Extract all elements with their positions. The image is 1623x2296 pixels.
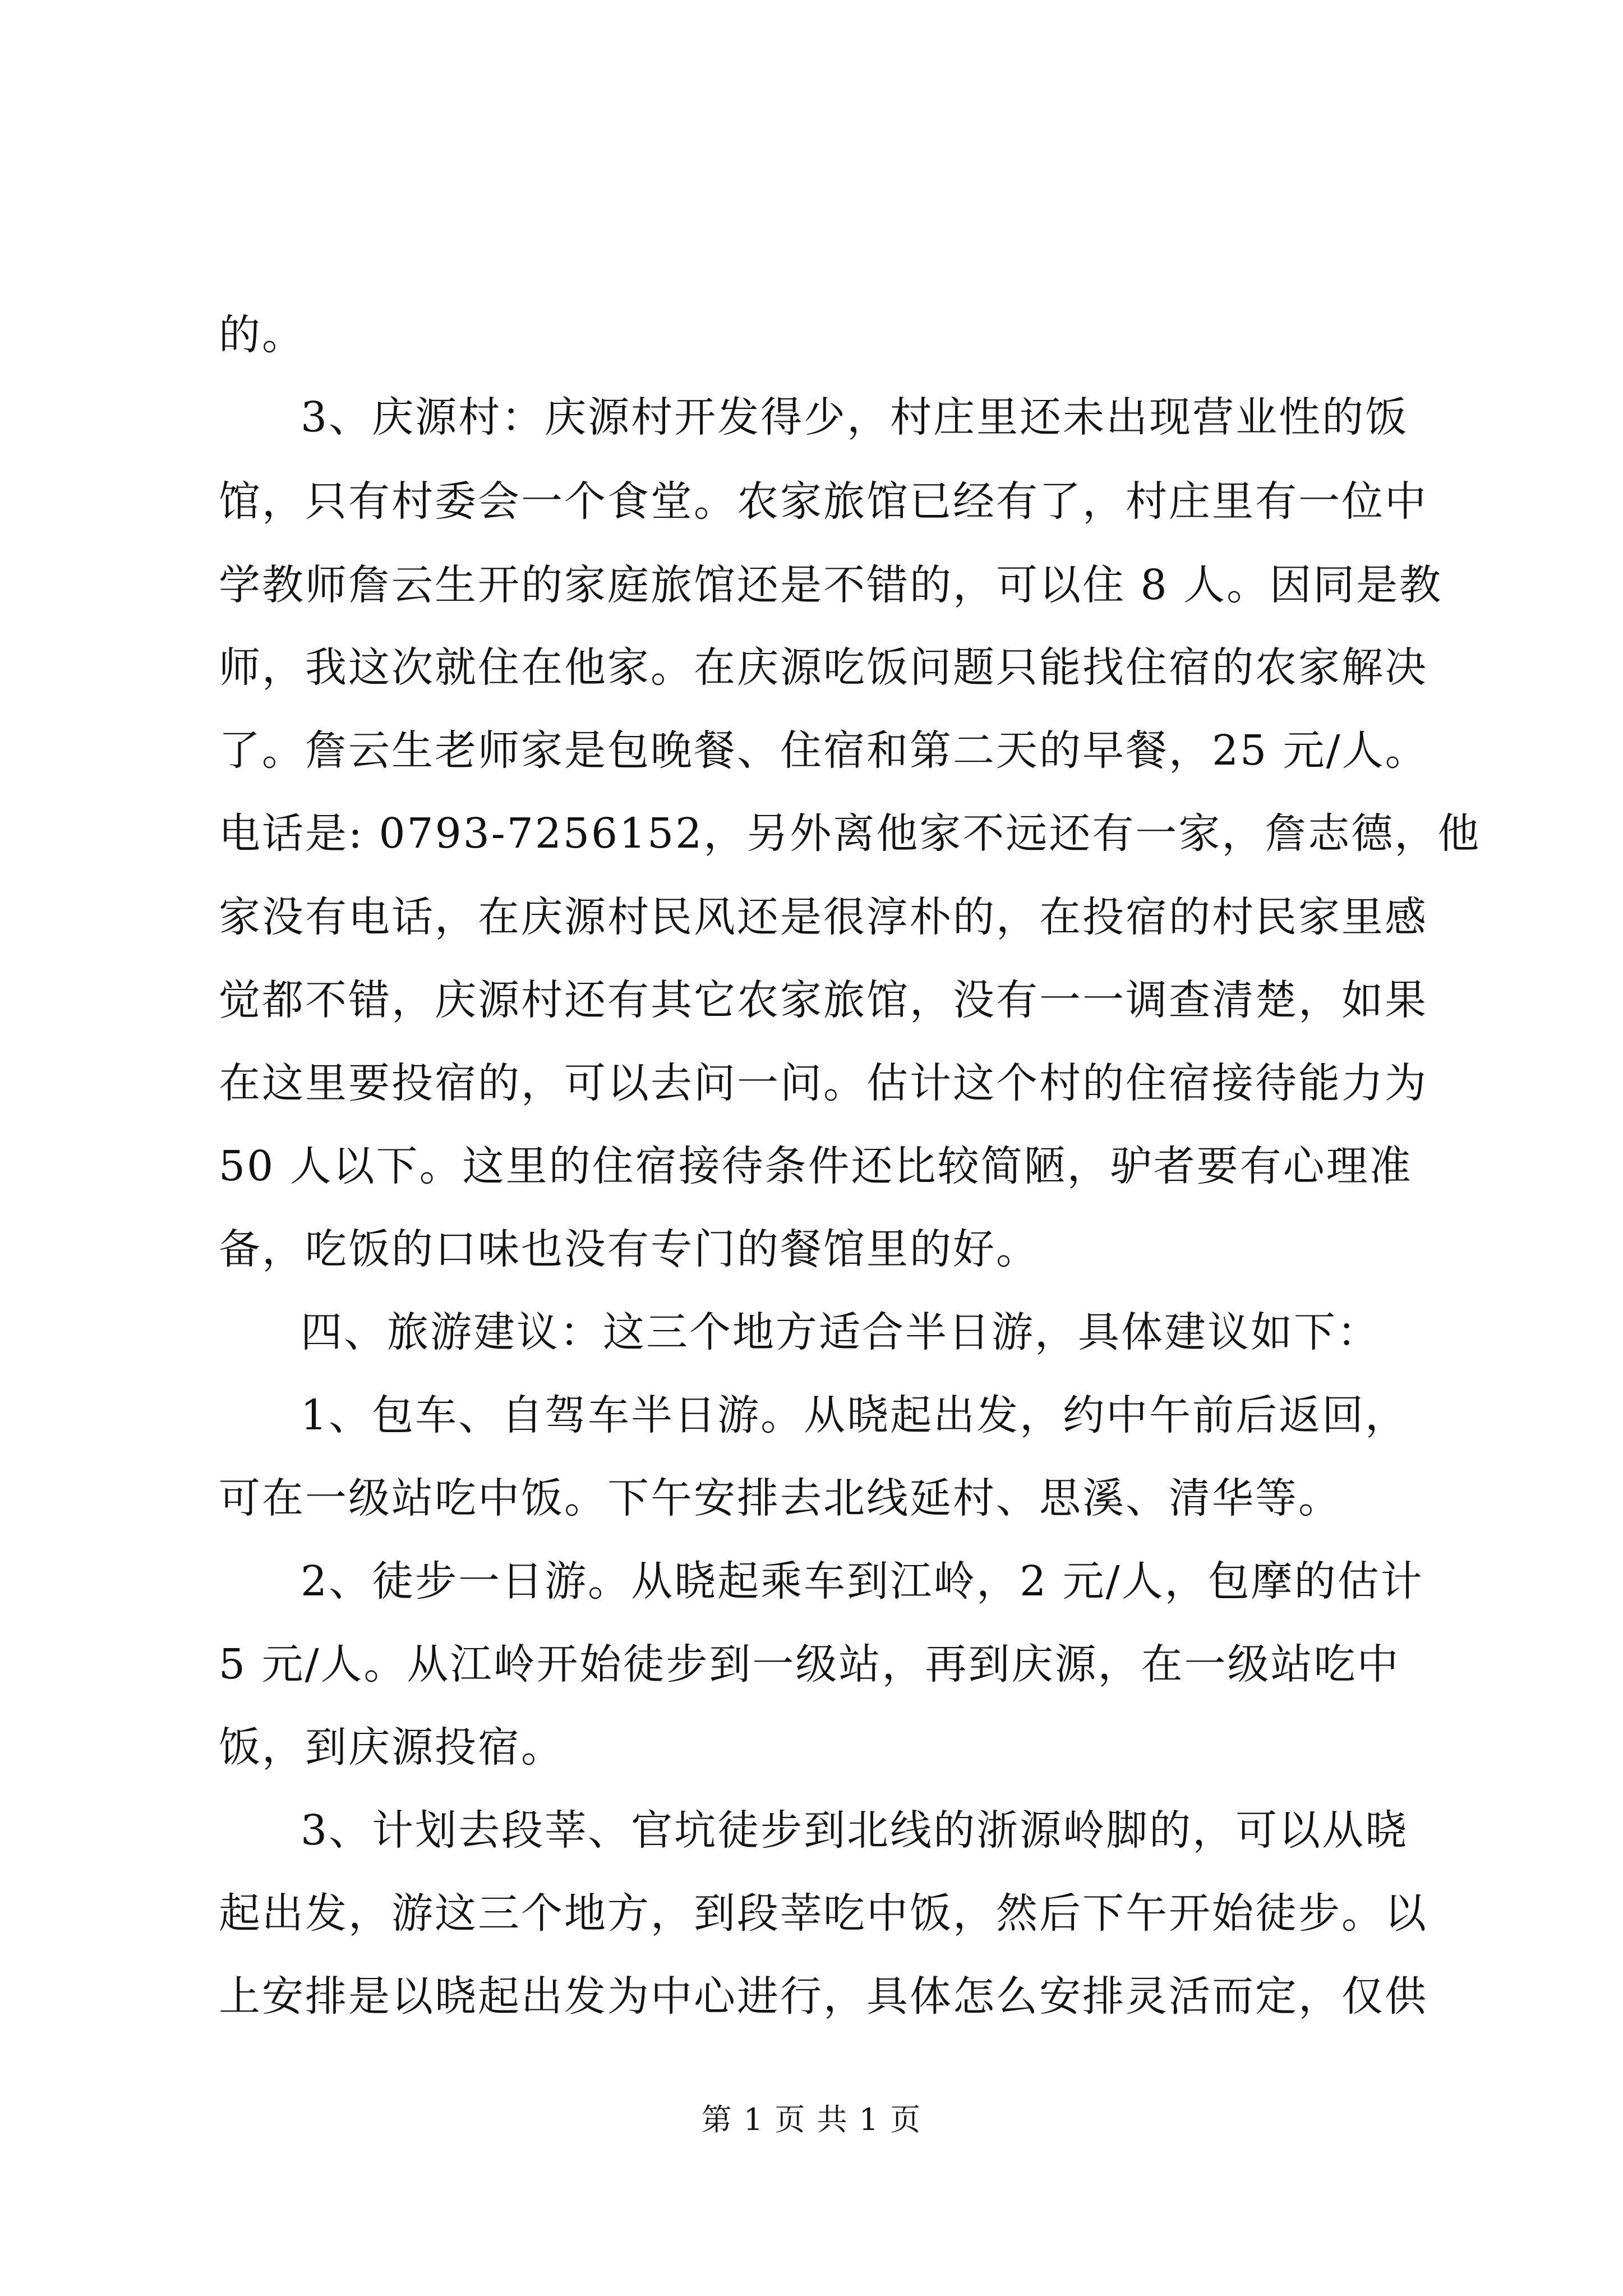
section-heading-line: 四、旅游建议：这三个地方适合半日游，具体建议如下：: [301, 1308, 1380, 1356]
text-line: 学教师詹云生开的家庭旅馆还是不错的，可以住 8 人。因同是教: [219, 561, 1443, 609]
text-line: 在这里要投宿的，可以去问一问。估计这个村的住宿接待能力为: [219, 1059, 1428, 1107]
text-line: 饭，到庆源投宿。: [219, 1723, 564, 1772]
text-line: 馆，只有村委会一个食堂。农家旅馆已经有了，村庄里有一位中: [219, 477, 1428, 526]
text-line: 师，我这次就住在他家。在庆源吃饭问题只能找住宿的农家解决: [219, 643, 1428, 692]
text-line: 的。: [219, 311, 305, 359]
text-line: 5 元/人。从江岭开始徒步到一级站，再到庆源，在一级站吃中: [219, 1640, 1400, 1688]
text-line: 上安排是以晓起出发为中心进行，具体怎么安排灵活而定，仅供: [219, 1972, 1428, 2021]
paragraph-start-line: 3、庆源村：庆源村开发得少，村庄里还未出现营业性的饭: [301, 393, 1409, 441]
paragraph-start-line: 3、计划去段莘、官坑徒步到北线的浙源岭脚的，可以从晓: [301, 1806, 1409, 1855]
paragraph-start-line: 2、徒步一日游。从晓起乘车到江岭，2 元/人，包摩的估计: [301, 1557, 1424, 1605]
text-line: 备，吃饭的口味也没有专门的餐馆里的好。: [219, 1225, 1039, 1273]
text-line: 起出发，游这三个地方，到段莘吃中饭，然后下午开始徒步。以: [219, 1889, 1428, 1938]
text-line: 50 人以下。这里的住宿接待条件还比较简陋，驴者要有心理准: [219, 1142, 1413, 1190]
text-line: 电话是: 0793-7256152，另外离他家不远还有一家，詹志德，他: [219, 809, 1481, 858]
text-line: 家没有电话，在庆源村民风还是很淳朴的，在投宿的村民家里感: [219, 893, 1428, 941]
text-line: 了。詹云生老师家是包晚餐、住宿和第二天的早餐，25 元/人。: [219, 726, 1428, 775]
text-line: 可在一级站吃中饭。下午安排去北线延村、思溪、清华等。: [219, 1474, 1341, 1522]
paragraph-start-line: 1、包车、自驾车半日游。从晓起出发，约中午前后返回，: [301, 1391, 1409, 1439]
text-line: 觉都不错，庆源村还有其它农家旅馆，没有一一调查清楚，如果: [219, 976, 1428, 1024]
page-footer: 第 1 页 共 1 页: [701, 2102, 922, 2137]
